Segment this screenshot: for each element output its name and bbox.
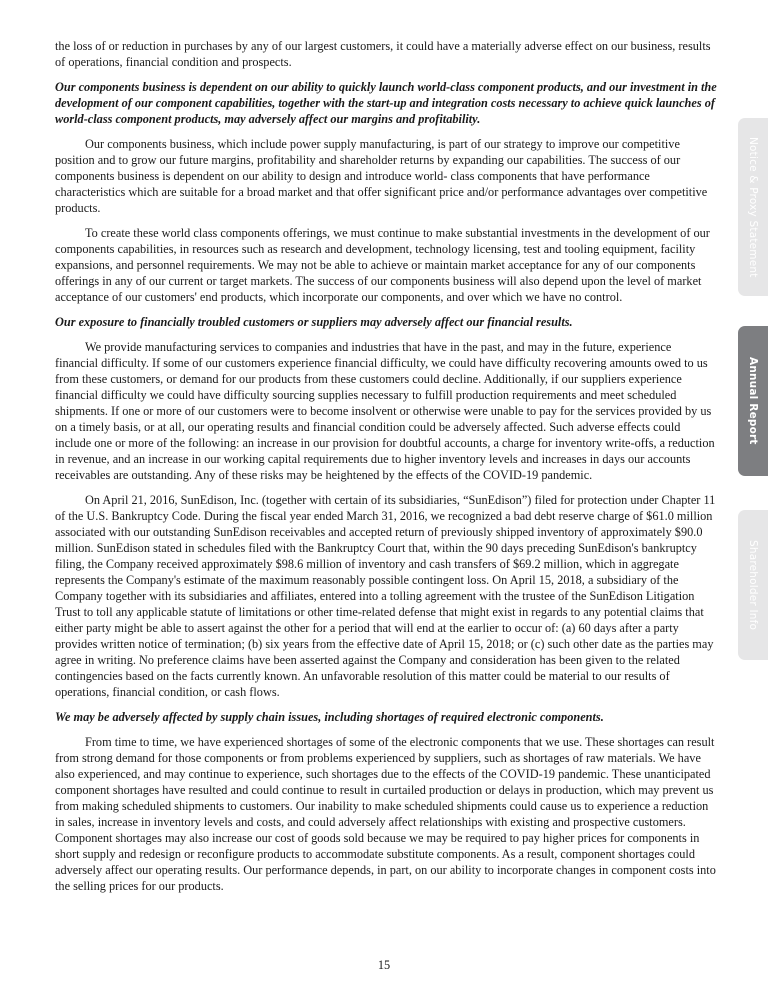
side-tab-shareholder-info[interactable] [738,510,768,660]
paragraph-component-shortages: From time to time, we have experienced shortages of some of the electronic components that we use. These shortages can result from strong demand for those components or from problems experienced by suppliers, such as shortages of raw materials. We have also experienced, and may continue to experience, such shortages due to the effects of the COVID-19 pandemic. These unanticipated component shortages have resulted and could continue to result in curtailed production or delays in production, which may prevent us from making scheduled shipments to customers. Our inability to make scheduled shipments could cause us to experience a reduction in sales, increase in inventory levels and costs, and could adversely affect relationships with existing and prospective customers. Component shortages may also increase our cost of goods sold because we may be required to pay higher prices for components in short supply and redesign or reconfigure products to accommodate substitute components. As a result, component shortages could adversely affect our operating results. Our performance depends, in part, on our ability to incorporate changes in component costs into the selling prices for our products. [55,735,716,893]
section-heading-supply-chain: We may be adversely affected by supply chain issues, including shortages of required electronic components. [55,710,604,724]
side-tab-label: Notice & Proxy Statement [747,136,759,278]
paragraph-components-strategy: Our components business, which include power supply manufacturing, is part of our strategy to improve our competitive position and to grow our future margins, profitability and shareholder returns by expanding our capabilities. The success of our components business is dependent on our ability to design and introduce world- class components that have performance characteristics which are suitable for a broad market and that offer significant price and/or performance advantages over competitive products. [55,137,708,215]
side-tab-label: Annual Report [747,357,759,445]
side-tab-notice-proxy-statement[interactable] [738,118,768,296]
page-number: 15 [377,958,391,972]
section-heading-components-business: Our components business is dependent on our ability to quickly launch world-class component products, and our investment in the development of our component capabilities, together with the start-up and integration costs necessary to achieve quick launches of world-class component products, may adversely affect our margins and profitability. [55,80,717,126]
section-heading-financially-troubled: Our exposure to financially troubled customers or suppliers may adversely affect our financial results. [55,315,573,329]
paragraph-sunedison: On April 21, 2016, SunEdison, Inc. (together with certain of its subsidiaries, “SunEdison”) filed for protection under Chapter 11 of the U.S. Bankruptcy Code. During the fiscal year ended March 31, 2016, we recognized a bad debt reserve charge of $61.0 million associated with our outstanding SunEdison receivables and accepted return of previously shipped inventory of approximately $90.0 million. SunEdison stated in schedules filed with the Bankruptcy Court that, within the 90 days preceding SunEdison's bankruptcy filing, the Company received approximately $98.6 million of inventory and cash transfers of $69.2 million, which in aggregate represents the Company's estimate of the maximum reasonably possible contingent loss. On April 15, 2018, a subsidiary of the Company together with its subsidiaries and affiliates, entered into a tolling agreement with the trustee of the SunEdison Litigation Trust to toll any applicable statute of limitations or other time-related defense that might exist in regards to any potential claims that either party might be able to assert against the other for a period that will end at the earlier to occur of: (a) 60 days after a party provides written notice of termination; (b) six years from the effective date of April 15, 2018; or (c) such other date as the parties may agree in writing. No preference claims have been asserted against the Company and consideration has been given to the related contingencies based on the facts currently known. An unfavorable resolution of this matter could be material to our results of operations, financial condition, or cash flows. [55,493,716,699]
paragraph-components-investment: To create these world class components offerings, we must continue to make substantial investments in the development of our components capabilities, in resources such as research and development, technology licensing, test and tooling equipment, facility expansions, and personnel requirements. We may not be able to achieve or maintain market acceptance for any of our components offerings in any of our current or target markets. The success of our components business will also depend upon the level of market acceptance of our customers' end products, which incorporate our components, and over which we have no control. [55,226,710,304]
paragraph-financial-difficulty: We provide manufacturing services to companies and industries that have in the past, and may in the future, experience financial difficulty. If some of our customers experience financial difficulty, we could have difficulty recovering amounts owed to us from these customers, or demand for our products from these customers could decline. Additionally, if our suppliers experience financial difficulty we could have difficulty sourcing supplies necessary to fulfill production requirements and meet scheduled shipments. If one or more of our customers were to become insolvent or otherwise were unable to pay for the services provided by us on a timely basis, or at all, our operating results and financial condition could be adversely affected. Such adverse effects could include one or more of the following: an increase in our provision for doubtful accounts, a charge for inventory write-offs, a reduction in revenue, and an increase in our working capital requirements due to higher inventory levels and increases in days our accounts receivables are outstanding. Any of these risks may be heightened by the effects of the COVID-19 pandemic. [55,340,715,482]
paragraph-continuation: the loss of or reduction in purchases by any of our largest customers, it could have a materially adverse effect on our business, results of operations, financial condition and prospects. [55,39,711,69]
side-tab-annual-report[interactable] [738,326,768,476]
document-body [55,38,717,903]
side-tab-label: Shareholder Info [747,539,759,631]
